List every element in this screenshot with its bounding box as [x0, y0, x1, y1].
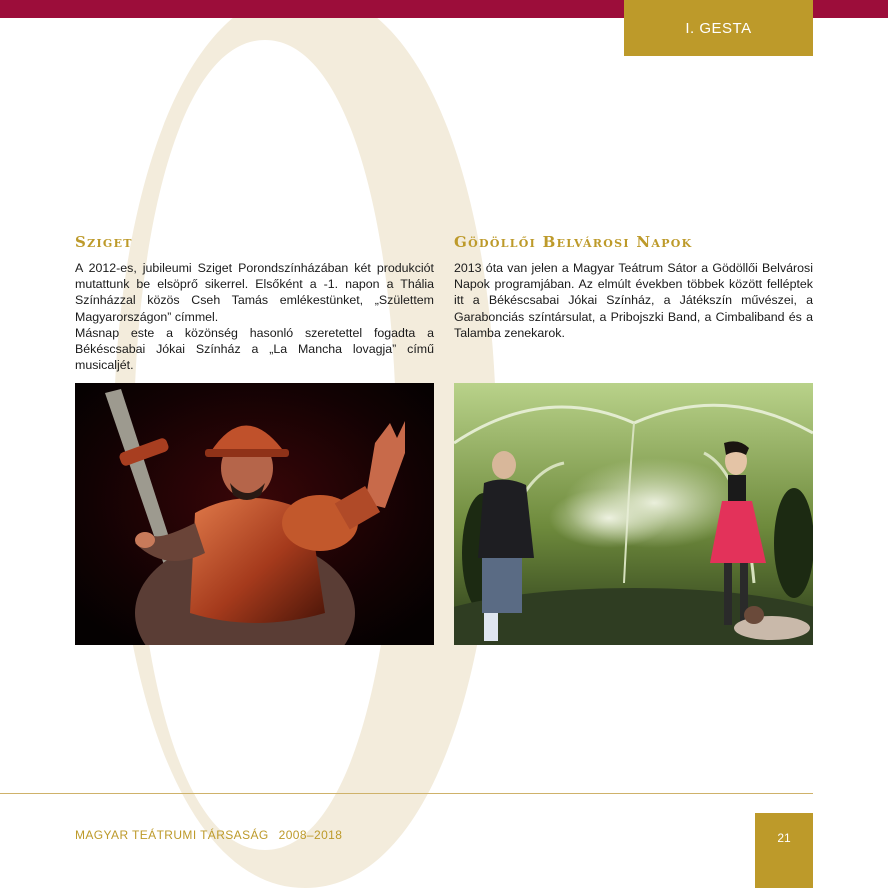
footer-divider: [0, 793, 813, 794]
footer-org-name: MAGYAR TEÁTRUMI TÁRSASÁG: [75, 828, 269, 842]
photo-la-mancha: [75, 383, 434, 645]
photo-singers-illustration: [454, 383, 813, 645]
section-tab: I. GESTA: [624, 0, 813, 56]
page-number: 21: [755, 813, 813, 888]
footer-years: 2008–2018: [278, 828, 343, 842]
heading-sziget: Sziget: [75, 233, 133, 251]
heading-godollo: Gödöllői Belvárosi Napok: [454, 233, 693, 251]
paragraph-sziget-1: A 2012-es, jubileumi Sziget Porondszínházában két produkciót mutattunk be elsöprő sikerrel. Elsőként a -1. napon a Thália Színházzal közös Cseh Tamás emlékestünket, „Születtem Magyarországon” címmel.: [75, 261, 434, 324]
paragraph-godollo-1: 2013 óta van jelen a Magyar Teátrum Sátor a Gödöllői Belvárosi Napok programjában. Az elmúlt években többek között felléptek itt a Békéscsabai Jókai Színház, a Játékszín művészei, a Garabonciás színtársulat, a Pribojszki Band, a Cimbaliband és a Talamba zenekarok.: [454, 261, 813, 340]
footer-title: [75, 828, 342, 842]
photo-knight-illustration: [75, 383, 434, 645]
paragraph-sziget-2: Másnap este a közönség hasonló szeretettel fogadta a Békéscsabai Jókai Színház a „La Mancha lovagja” című musicaljét.: [75, 326, 434, 373]
photo-tent-stage: [454, 383, 813, 645]
